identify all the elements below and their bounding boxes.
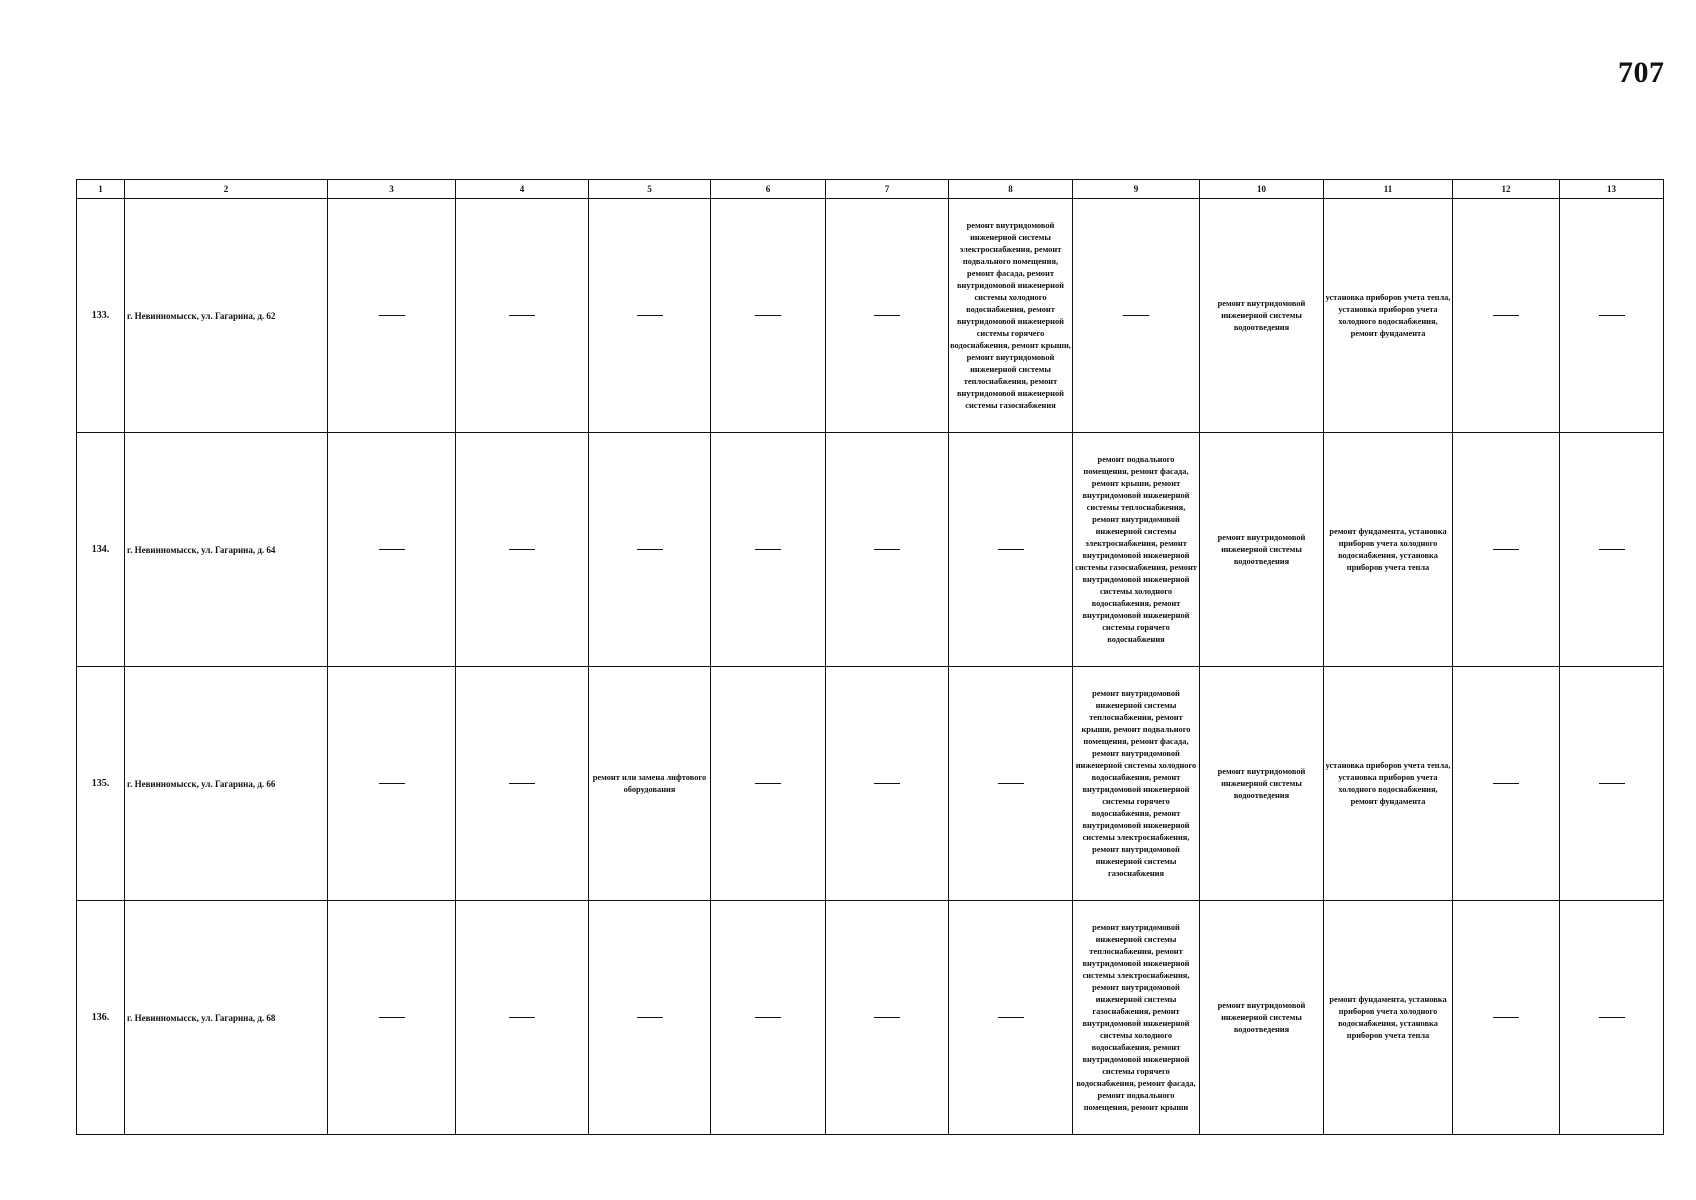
empty-dash bbox=[874, 1017, 900, 1018]
cell-col-3 bbox=[328, 667, 456, 901]
column-number: 9 bbox=[1073, 180, 1200, 199]
cell-col-12 bbox=[1453, 667, 1560, 901]
cell-col-3 bbox=[328, 433, 456, 667]
empty-dash bbox=[1493, 783, 1519, 784]
cell-col-5 bbox=[589, 433, 711, 667]
table-row bbox=[77, 433, 1664, 667]
empty-dash bbox=[379, 315, 405, 316]
empty-dash bbox=[1599, 315, 1625, 316]
column-number: 11 bbox=[1324, 180, 1453, 199]
empty-dash bbox=[755, 1017, 781, 1018]
empty-dash bbox=[1599, 783, 1625, 784]
cell-col-11: установка приборов учета тепла, установка приборов учета холодного водоснабжения, ремонт фундамента bbox=[1324, 667, 1453, 901]
empty-dash bbox=[1493, 1017, 1519, 1018]
column-number: 6 bbox=[711, 180, 826, 199]
empty-dash bbox=[755, 315, 781, 316]
column-number: 8 bbox=[949, 180, 1073, 199]
cell-col-7 bbox=[826, 199, 949, 433]
cell-col-8: ремонт внутридомовой инженерной системы электроснабжения, ремонт подвального помещения, ремонт фасада, ремонт внутридомовой инженерной системы холодного водоснабжения, ремонт внутридомовой инженерной системы горячего водоснабжения, ремонт крыши, ремонт внутридомовой инженерной системы теплоснабжения, ремонт внутридомовой инженерной системы газоснабжения bbox=[949, 199, 1073, 433]
cell-col-6 bbox=[711, 667, 826, 901]
empty-dash bbox=[874, 315, 900, 316]
cell-col-4 bbox=[456, 901, 589, 1135]
empty-dash bbox=[379, 549, 405, 550]
cell-col-12 bbox=[1453, 199, 1560, 433]
cell-col-3 bbox=[328, 901, 456, 1135]
row-number: 136. bbox=[77, 901, 125, 1135]
cell-col-13 bbox=[1560, 433, 1664, 667]
row-number: 135. bbox=[77, 667, 125, 901]
cell-col-5: ремонт или замена лифтового оборудования bbox=[589, 667, 711, 901]
empty-dash bbox=[998, 1017, 1024, 1018]
empty-dash bbox=[755, 783, 781, 784]
cell-col-6 bbox=[711, 199, 826, 433]
column-number: 12 bbox=[1453, 180, 1560, 199]
empty-dash bbox=[509, 1017, 535, 1018]
column-number: 10 bbox=[1200, 180, 1324, 199]
cell-col-3 bbox=[328, 199, 456, 433]
cell-col-12 bbox=[1453, 901, 1560, 1135]
cell-col-4 bbox=[456, 199, 589, 433]
empty-dash bbox=[637, 1017, 663, 1018]
column-number: 2 bbox=[125, 180, 328, 199]
cell-col-10: ремонт внутридомовой инженерной системы водоотведения bbox=[1200, 199, 1324, 433]
cell-col-12 bbox=[1453, 433, 1560, 667]
page-number: 707 bbox=[1618, 56, 1665, 89]
cell-col-10: ремонт внутридомовой инженерной системы водоотведения bbox=[1200, 667, 1324, 901]
empty-dash bbox=[637, 315, 663, 316]
building-address: г. Невинномысск, ул. Гагарина, д. 66 bbox=[125, 667, 328, 901]
empty-dash bbox=[1599, 549, 1625, 550]
empty-dash bbox=[509, 783, 535, 784]
column-number: 13 bbox=[1560, 180, 1664, 199]
cell-col-11: установка приборов учета тепла, установка приборов учета холодного водоснабжения, ремонт фундамента bbox=[1324, 199, 1453, 433]
empty-dash bbox=[509, 315, 535, 316]
table-row bbox=[77, 199, 1664, 433]
table-row bbox=[77, 901, 1664, 1135]
row-number: 134. bbox=[77, 433, 125, 667]
column-number: 7 bbox=[826, 180, 949, 199]
empty-dash bbox=[509, 549, 535, 550]
cell-col-7 bbox=[826, 667, 949, 901]
building-address: г. Невинномысск, ул. Гагарина, д. 68 bbox=[125, 901, 328, 1135]
column-number-row bbox=[77, 180, 1664, 199]
cell-col-5 bbox=[589, 199, 711, 433]
column-number: 5 bbox=[589, 180, 711, 199]
empty-dash bbox=[874, 549, 900, 550]
cell-col-11: ремонт фундамента, установка приборов учета холодного водоснабжения, установка приборов учета тепла bbox=[1324, 433, 1453, 667]
cell-col-6 bbox=[711, 901, 826, 1135]
cell-col-9: ремонт подвального помещения, ремонт фасада, ремонт крыши, ремонт внутридомовой инженерной системы теплоснабжения, ремонт внутридомовой инженерной системы электроснабжения, ремонт внутридомовой инженерной системы газоснабжения, ремонт внутридомовой инженерной системы холодного водоснабжения, ремонт внутридомовой инженерной системы горячего водоснабжения bbox=[1073, 433, 1200, 667]
empty-dash bbox=[1493, 315, 1519, 316]
cell-col-4 bbox=[456, 433, 589, 667]
cell-col-8 bbox=[949, 901, 1073, 1135]
cell-col-13 bbox=[1560, 667, 1664, 901]
cell-col-5 bbox=[589, 901, 711, 1135]
column-number: 1 bbox=[77, 180, 125, 199]
column-number: 4 bbox=[456, 180, 589, 199]
cell-col-9 bbox=[1073, 199, 1200, 433]
empty-dash bbox=[379, 1017, 405, 1018]
cell-col-4 bbox=[456, 667, 589, 901]
cell-col-13 bbox=[1560, 901, 1664, 1135]
capital-repair-table bbox=[76, 179, 1664, 1135]
cell-col-9: ремонт внутридомовой инженерной системы теплоснабжения, ремонт крыши, ремонт подвального помещения, ремонт фасада, ремонт внутридомовой инженерной системы холодного водоснабжения, ремонт внутридомовой инженерной системы горячего водоснабжения, ремонт внутридомовой инженерной системы электроснабжения, ремонт внутридомовой инженерной системы газоснабжения bbox=[1073, 667, 1200, 901]
cell-col-11: ремонт фундамента, установка приборов учета холодного водоснабжения, установка приборов учета тепла bbox=[1324, 901, 1453, 1135]
empty-dash bbox=[874, 783, 900, 784]
column-number: 3 bbox=[328, 180, 456, 199]
building-address: г. Невинномысск, ул. Гагарина, д. 64 bbox=[125, 433, 328, 667]
empty-dash bbox=[1599, 1017, 1625, 1018]
empty-dash bbox=[1493, 549, 1519, 550]
cell-col-7 bbox=[826, 901, 949, 1135]
cell-col-9: ремонт внутридомовой инженерной системы теплоснабжения, ремонт внутридомовой инженерной системы электроснабжения, ремонт внутридомовой инженерной системы газоснабжения, ремонт внутридомовой инженерной системы холодного водоснабжения, ремонт внутридомовой инженерной системы горячего водоснабжения, ремонт фасада, ремонт подвального помещения, ремонт крыши bbox=[1073, 901, 1200, 1135]
cell-col-10: ремонт внутридомовой инженерной системы водоотведения bbox=[1200, 901, 1324, 1135]
empty-dash bbox=[998, 783, 1024, 784]
cell-col-10: ремонт внутридомовой инженерной системы водоотведения bbox=[1200, 433, 1324, 667]
cell-col-8 bbox=[949, 667, 1073, 901]
cell-col-8 bbox=[949, 433, 1073, 667]
building-address: г. Невинномысск, ул. Гагарина, д. 62 bbox=[125, 199, 328, 433]
empty-dash bbox=[998, 549, 1024, 550]
empty-dash bbox=[637, 549, 663, 550]
empty-dash bbox=[755, 549, 781, 550]
empty-dash bbox=[1123, 315, 1149, 316]
cell-col-6 bbox=[711, 433, 826, 667]
cell-col-7 bbox=[826, 433, 949, 667]
empty-dash bbox=[379, 783, 405, 784]
table-row bbox=[77, 667, 1664, 901]
row-number: 133. bbox=[77, 199, 125, 433]
cell-col-13 bbox=[1560, 199, 1664, 433]
